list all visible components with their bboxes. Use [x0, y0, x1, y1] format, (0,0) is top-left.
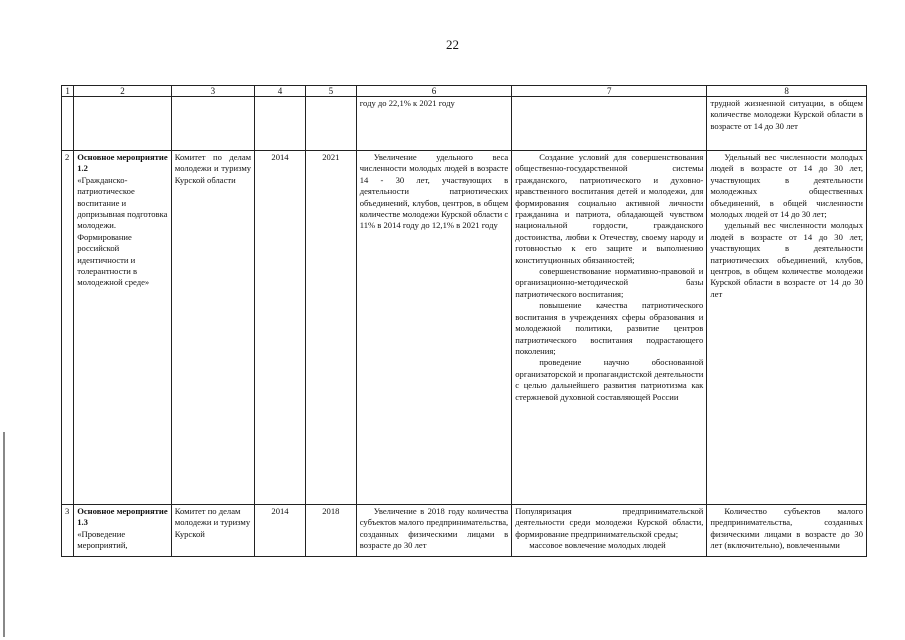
indicator-item: удельный вес численности молодых людей в возрасте от 14 до 30 лет, участвующих в деятельности патриотических объединений, клубов, центров, в общем количестве молодежи Курской области в возрасте от 14 до 30 лет	[710, 220, 863, 299]
activity-cell	[74, 151, 172, 505]
activity-code: 1.2	[77, 163, 88, 174]
indicator-cell	[707, 505, 867, 557]
indicator-item: Удельный вес численности молодых людей в возрасте от 14 до 30 лет, участвующих в деятельности молодежных общественных объединений, в общей численности молодых людей от 14 до 30 лет;	[710, 152, 863, 220]
indicator-item: Количество субъектов малого предпринимательства, созданных физическими лицами в возрасте до 30 лет (включительно), вовлеченными	[710, 506, 863, 551]
executor-cell: Комитет по делам молодежи и туризму Курской области	[171, 151, 254, 505]
table-row	[62, 505, 867, 557]
indicator-cell	[707, 151, 867, 505]
indicator-cell: трудной жизненной ситуации, в общем количестве молодежи Курской области в возрасте от 14 до 30 лет	[707, 97, 867, 151]
header-cell: 6	[356, 86, 512, 97]
program-table	[61, 85, 867, 557]
direction-item: повышение качества патриотического воспитания в учреждениях сферы образования и молодежной политики, развитие центров патриотического воспитания подрастающего поколения;	[515, 300, 704, 356]
header-row	[62, 86, 867, 97]
direction-item: массовое вовлечение молодых людей	[529, 540, 666, 551]
result-cell: году до 22,1% к 2021 году	[356, 97, 512, 151]
continuation-row	[62, 97, 867, 151]
header-cell: 7	[512, 86, 707, 97]
end-year: 2021	[305, 151, 356, 505]
executor-cell: Комитет по делам молодежи и туризму Курской	[171, 505, 254, 557]
activity-label: Основное мероприятие	[77, 152, 168, 162]
scan-margin-mark	[3, 432, 5, 637]
direction-item: проведение научно обоснованной организаторской и пропагандистской деятельности с целью дальнейшего развития патриотизма как стержневой духовной составляющей России	[515, 357, 704, 402]
header-cell: 4	[255, 86, 306, 97]
direction-item: Создание условий для совершенствования общественно-государственной системы гражданского, патриотического и духовно-нравственного воспитания детей и молодежи, для формирования социально активной личности гражданина и патриота, обладающей чувством национальной гордости, гражданского достоинства, любви к Отечеству, своему народу и готовностью к его защите и выполнению конституционных обязанностей;	[515, 152, 704, 265]
activity-code: 1.3	[77, 517, 88, 528]
page-number: 22	[446, 37, 459, 52]
header-cell: 1	[62, 86, 74, 97]
header-cell: 8	[707, 86, 867, 97]
start-year: 2014	[255, 505, 306, 557]
row-number: 3	[62, 505, 74, 557]
header-cell: 2	[74, 86, 172, 97]
directions-cell	[512, 151, 707, 505]
activity-title: «Проведение мероприятий,	[77, 528, 128, 551]
activity-cell	[74, 505, 172, 557]
activity-label: Основное мероприятие	[77, 506, 168, 516]
table-row	[62, 151, 867, 505]
result-cell: Увеличение в 2018 году количества субъектов малого предпринимательства, созданных физическими лицами в возрасте до 30 лет	[356, 505, 512, 557]
header-cell: 5	[305, 86, 356, 97]
result-cell: Увеличение удельного веса численности молодых людей в возрасте 14 - 30 лет, участвующих в деятельности патриотических объединений, клубов, центров, в общем количестве молодежи Курской области с 11% в 2014 году до 12,1% в 2021 году	[356, 151, 512, 505]
row-number: 2	[62, 151, 74, 505]
direction-item: совершенствование нормативно-правовой и организационно-методической базы патриотического воспитания;	[515, 266, 704, 299]
directions-cell	[512, 505, 707, 557]
direction-item: Популяризация предпринимательской деятельности среди молодежи Курской области, формирование предпринимательской среды;	[515, 506, 704, 539]
start-year: 2014	[255, 151, 306, 505]
end-year: 2018	[305, 505, 356, 557]
header-cell: 3	[171, 86, 254, 97]
activity-title: «Гражданско-патриотическое воспитание и допризывная подготовка молодежи. Формирование российской идентичности и толерантности в молодежной среде»	[77, 174, 168, 288]
